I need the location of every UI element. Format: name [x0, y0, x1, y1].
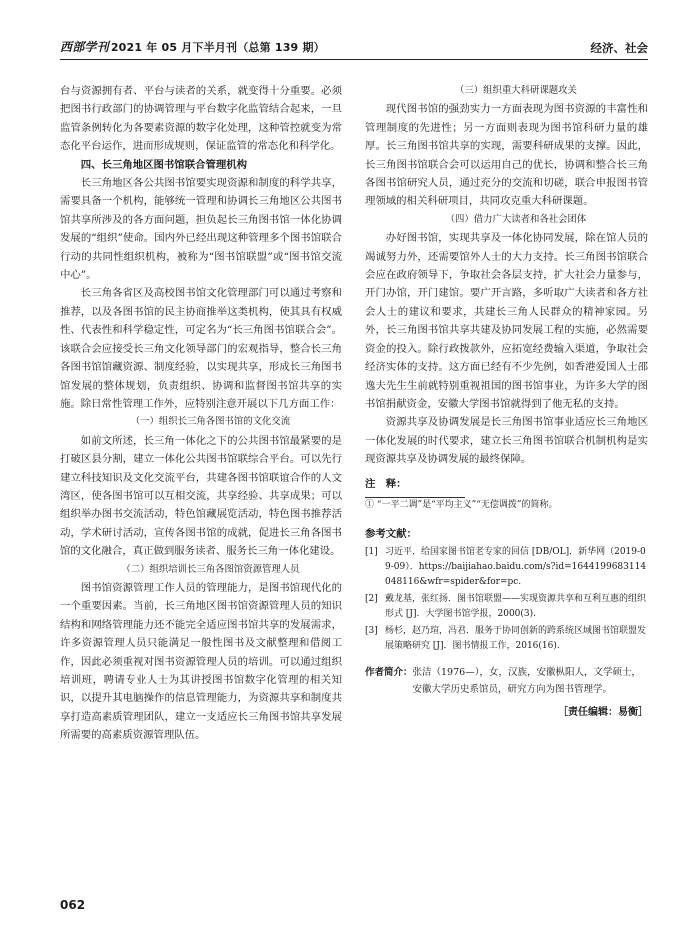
page-header: [60, 34, 648, 64]
header-rule: [60, 59, 648, 60]
paragraph: 长三角各省区及高校图书馆文化管理部门可以通过考察和推荐，以及各图书馆的民主协商推举这类机构，使其具有权威性、代表性和科学稳定性，可定名为“长三角图书馆联合会”。该联合会应接受长三角文化领导部门的宏观指导，整合长三角各图书馆馆藏资源、制度经验，以实现共享，形成长三角图书馆发展的整体规划，负责组织、协调和监督图书馆共享的实施。除日常性管理工作外，应特别注意开展以下几方面工作：: [60, 287, 342, 410]
reference-text: 戴龙基，张红扬．图书馆联盟——实现资源共享和互利互惠的组织形式 [J]．大学图书馆学报，2000(3).: [385, 594, 647, 620]
subsection-heading: （一）组织长三角各图书馆的文化交流: [130, 416, 291, 428]
journal-logo: 西部学刊: [60, 40, 109, 54]
notes-heading: 注 释：: [365, 477, 407, 490]
references-heading: 参考文献：: [365, 527, 417, 540]
paragraph: 资源共享及协调发展是长三角图书馆事业适应长三角地区一体化发展的时代要求，建立长三角图书馆联合机制机构是实现资源共享及协调发展的最终保障。: [365, 416, 648, 466]
paragraph: 如前文所述，长三角一体化之下的公共图书馆最紧要的是打破区县分割，建立一体化公共图书馆联综合平台。可以先行建立科技知识及文化交流平台，共建各图书馆联谊合作的人文湾区，使各图书馆可以互相交流，共享经验、共享成果；可以组织举办图书交流活动，特色馆藏展览活动，特色图书推荐活动，学术研讨活动，宣传各图书馆的成就，促进长三角各图书馆的文化融合，真正做到服务读者、服务长三角一体化建设。: [60, 434, 342, 558]
responsible-editor: ［责任编辑：易衡］: [558, 707, 648, 719]
paragraph: 长三角地区各公共图书馆要实现资源和制度的科学共享，需要具备一个机构，能够统一管理和协调长三角地区公共图书馆共享所涉及的各方面问题，担负起长三角图书馆一体化协调发展的“组织”使命。国内外已经出现这种管理多个图书馆联合行动的共同性组织机构，被称为“图书馆联盟”或“图书馆交流中心”。: [60, 177, 342, 282]
paragraph: 办好图书馆，实现共享及一体化协同发展，除在馆人员的竭诚努力外，还需要馆外人士的大力支持。长三角图书馆联合会应在政府领导下，争取社会各层支持，扩大社会力量参与，开门办馆，开门建馆。要广开言路，多听取广大读者和各方社会人士的建议和要求，共建长三角人民群众的精神家园。另外，长三角图书馆共享共建及协同发展工程的实施，必然需要资金的投入。除行政拨款外，应拓宽经费输入渠道，争取社会经济实体的支持。这方面已经有不少先例，如香港爱国人士邵逸夫先生生前就特别重视祖国的图书馆事业，为许多大学的图书馆捐献资金，安徽大学图书馆就得到了他无私的支持。: [365, 232, 648, 410]
paragraph: 现代图书馆的强劲实力一方面表现为图书资源的丰富性和管理制度的先进性；另一方面则表现为图书馆科研力量的雄厚。长三角图书馆共享的实现，需要科研成果的支撑。因此，长三角图书馆联合会可以运用自己的优长，协调和整合长三角各图书馆研究人员，通过充分的交流和切磋，联合申报图书管理领域的相关科研项目，共同攻克重大科研课题。: [365, 103, 648, 208]
reference-item: [365, 545, 648, 590]
reference-number: [3]: [365, 626, 378, 637]
journal-issue: [60, 38, 325, 55]
author-text: 张洁（1976—），女，汉族，安徽枞阳人，文学硕士，安徽大学历史系馆员，研究方向为图书管理学。: [412, 667, 641, 696]
reference-item: [365, 624, 648, 654]
author-bio: [365, 664, 648, 698]
issue-label: 2021 年 05 月下半月刊（总第 139 期）: [110, 41, 325, 54]
reference-text: 杨杉，赵乃瑄，冯君．服务于协同创新的跨系统区域图书馆联盟发展策略研究 [J]．图书情报工作，2016(16).: [385, 626, 647, 652]
reference-text: 习近平．给国家图书馆老专家的回信 [DB/OL]．新华网（2019-09-09）．https://baijiahao.baidu.com/s?id=1644199683114048116&wfr=spider&for=pc.: [385, 547, 647, 588]
reference-number: [2]: [365, 594, 378, 605]
left-column: [60, 82, 342, 745]
footnote: ① “一平二调”是“平均主义”“无偿调拨”的简称。: [365, 499, 558, 510]
subsection-heading: （二）组织培训长三角各图馆资源管理人员: [121, 563, 300, 575]
paragraph: 图书馆资源管理工作人员的管理能力，是图书馆现代化的一个重要因素。当前，长三角地区图书馆资源管理人员的知识结构和网络管理能力还不能完全适应图书馆共享的发展需求，许多资源管理人员只能满足一般性图书及文献整理和借阅工作，因此必须重视对图书资源管理人员的培训。可以通过组织培训班，聘请专业人士为其讲授图书馆数字化管理的相关知识，以提升其电脑操作的信息管理能力，为资源共享和制度共享打造高素质管理团队，建立一支适应长三角图书馆共享发展所需要的高素质资源管理队伍。: [60, 581, 342, 742]
section-heading: 四、长三角地区图书馆联合管理机构: [80, 158, 248, 171]
reference-number: [1]: [365, 547, 378, 558]
author-label: 作者简介：: [365, 667, 413, 679]
subsection-heading: （三）组织重大科研课题攻关: [454, 85, 577, 96]
reference-item: [365, 592, 648, 622]
page-number: 062: [60, 898, 86, 912]
paragraph: 台与资源拥有者、平台与读者的关系，就变得十分重要。必须把图书行政部门的协调管理与平台数字化监管结合起来，一旦监管条例转化为各要素资源的数字化处理，这种管控就变为常态化平台运作，进而形成规则，保证监管的常态化和科学化。: [60, 85, 342, 153]
section-label: 经济、社会: [590, 41, 648, 55]
subsection-heading: （四）借力广大读者和各社会团体: [445, 213, 587, 225]
right-column: [365, 82, 648, 723]
